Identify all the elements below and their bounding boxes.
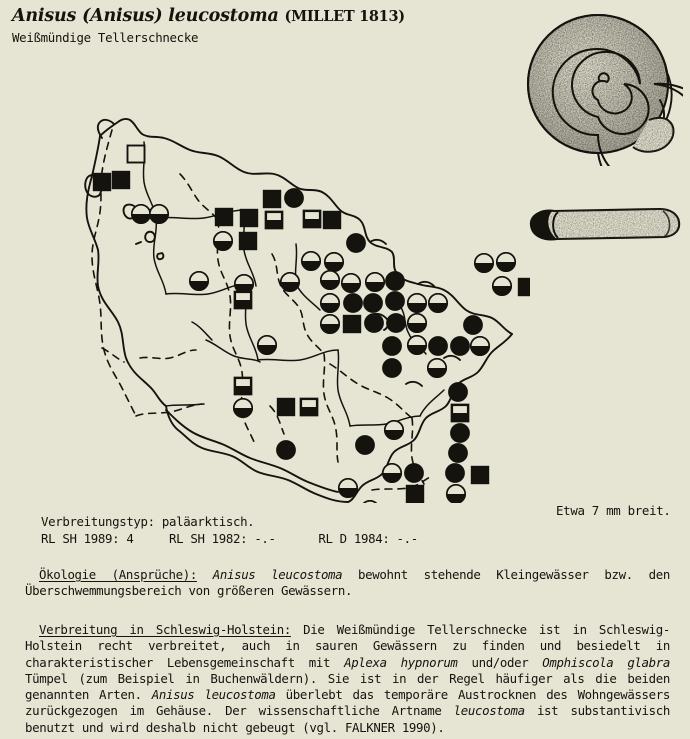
map-record-filled-circle [405, 464, 423, 482]
map-record-half-circle [132, 205, 150, 223]
map-record-filled-square [241, 210, 258, 227]
map-record-filled-circle [449, 444, 467, 462]
map-record-half-circle [408, 314, 426, 332]
map-record-filled-square [264, 191, 281, 208]
map-record-half-circle [281, 273, 299, 291]
ecology-text [25, 567, 670, 600]
distribution-lead-label: Verbreitung in Schleswig-Holstein: [39, 622, 291, 637]
distribution-italic-anisus: Anisus leucostoma [151, 687, 276, 703]
ecology-paragraph [25, 567, 670, 600]
taxon-authority: (MILLET 1813) [284, 8, 405, 25]
map-record-filled-square [216, 209, 233, 226]
map-record-half-circle [150, 205, 168, 223]
status-block [41, 513, 561, 547]
map-record-half-circle [302, 252, 320, 270]
map-record-filled-circle [347, 234, 365, 252]
map-record-half-circle [497, 253, 515, 271]
map-record-half-circle [321, 271, 339, 289]
map-record-filled-circle [451, 424, 469, 442]
map-record-half-circle [493, 277, 511, 295]
map-record-half-square [235, 378, 252, 395]
header [12, 6, 405, 45]
map-record-half-circle [429, 294, 447, 312]
map-record-filled-square [519, 279, 531, 296]
ecology-body-text: bewohnt stehende Kleingewässer bzw. den Überschwemmungsbereich von größeren Gewässern. [25, 567, 670, 599]
map-record-filled-square [472, 467, 489, 484]
map-record-half-circle [408, 294, 426, 312]
rl-d-1984: RL D 1984: -.- [318, 531, 418, 546]
map-record-half-circle [342, 274, 360, 292]
map-record-half-circle [428, 359, 446, 377]
distribution-paragraph [25, 622, 670, 736]
map-record-half-circle [475, 254, 493, 272]
rl-gap-1 [133, 531, 169, 546]
map-record-half-circle [325, 253, 343, 271]
planorbid-shell-lateral-view-illustration [524, 193, 684, 255]
distribution-italic-leucostoma: leucostoma [453, 703, 525, 719]
planorbid-shell-apical-view-illustration [523, 8, 683, 166]
page-title [12, 6, 405, 27]
distribution-map [40, 58, 530, 503]
map-record-filled-square [278, 399, 295, 416]
map-record-filled-square [94, 174, 111, 191]
map-record-filled-circle [277, 441, 295, 459]
map-coastline [85, 119, 512, 502]
map-record-filled-circle [387, 314, 405, 332]
map-record-half-circle [366, 273, 384, 291]
map-record-half-circle [321, 294, 339, 312]
map-record-half-circle [339, 479, 357, 497]
map-record-filled-square [113, 172, 130, 189]
map-record-half-circle [447, 485, 465, 503]
map-record-filled-circle [429, 337, 447, 355]
map-record-filled-circle [386, 292, 404, 310]
rl-gap-2 [276, 531, 319, 546]
map-record-filled-circle [464, 316, 482, 334]
common-name: Weißmündige Tellerschnecke [12, 30, 199, 45]
map-record-filled-square [344, 316, 361, 333]
map-record-filled-circle [383, 359, 401, 377]
map-record-filled-circle [365, 314, 383, 332]
map-dashed-boundaries [92, 130, 432, 490]
map-record-half-square [301, 399, 318, 416]
ecology-species-italic: Anisus leucostoma [212, 567, 343, 582]
map-record-filled-square [324, 212, 341, 229]
map-record-half-circle [235, 275, 253, 293]
map-record-filled-square [240, 233, 257, 250]
distribution-italic-omphiscola: Omphiscola glabra [542, 654, 670, 670]
map-record-half-circle [408, 336, 426, 354]
map-record-half-circle [361, 501, 379, 503]
map-record-half-circle [234, 399, 252, 417]
rl-sh-1989: RL SH 1989: 4 [41, 531, 134, 546]
map-record-filled-circle [364, 294, 382, 312]
distribution-seg-5: ist substantivisch benutzt und wird deshalb nicht gebeugt (vgl. FALKNER 1990). [25, 703, 670, 735]
distribution-seg-4: überlebt das temporäre Austrocknen des Wohngewässers zurückgezogen im Gehäuse. Der wissenschaftliche Artname [25, 687, 670, 719]
map-record-half-circle [190, 272, 208, 290]
scientific-name: Anisus (Anisus) leucostoma [12, 6, 279, 26]
map-record-open-square [128, 146, 145, 163]
map-record-half-circle [471, 337, 489, 355]
map-record-half-circle [321, 315, 339, 333]
map-record-symbols [94, 146, 531, 504]
distribution-italic-aplexa: Aplexa hypnorum [344, 654, 458, 670]
map-record-half-square [452, 405, 469, 422]
distribution-text [25, 622, 670, 736]
distribution-seg-2: und/oder [457, 654, 543, 670]
map-record-half-square [266, 212, 283, 229]
map-record-filled-circle [451, 337, 469, 355]
red-list-row [41, 530, 561, 547]
map-record-half-circle [383, 464, 401, 482]
ecology-spacer [197, 567, 213, 582]
shell-size-caption: Etwa 7 mm breit. [556, 503, 671, 518]
map-record-filled-circle [285, 189, 303, 207]
map-record-half-circle [258, 336, 276, 354]
map-record-filled-circle [386, 272, 404, 290]
ecology-lead-label: Ökologie (Ansprüche): [39, 567, 197, 582]
map-record-filled-circle [449, 383, 467, 401]
distribution-seg-3: Tümpel (zum Beispiel in Buchenwäldern). Sie ist in der Regel häufiger als die beiden genannten Arten. [25, 670, 670, 703]
map-record-filled-circle [356, 436, 374, 454]
map-record-filled-circle [383, 337, 401, 355]
map-record-filled-circle [344, 294, 362, 312]
map-record-filled-square [407, 486, 424, 503]
map-record-half-square [304, 211, 321, 228]
rl-sh-1982: RL SH 1982: -.- [169, 531, 276, 546]
distribution-seg-1: Die Weißmündige Tellerschnecke ist in Schleswig-Holstein recht verbreitet, auch in sauren Gewässern zu finden und besiedelt in charakteristischer Lebensgemeinschaft mit [25, 622, 670, 670]
distribution-type-line: Verbreitungstyp: paläarktisch. [41, 514, 255, 529]
map-record-half-circle [385, 421, 403, 439]
map-record-half-square [235, 292, 252, 309]
map-record-half-circle [214, 232, 232, 250]
map-record-filled-circle [446, 464, 464, 482]
